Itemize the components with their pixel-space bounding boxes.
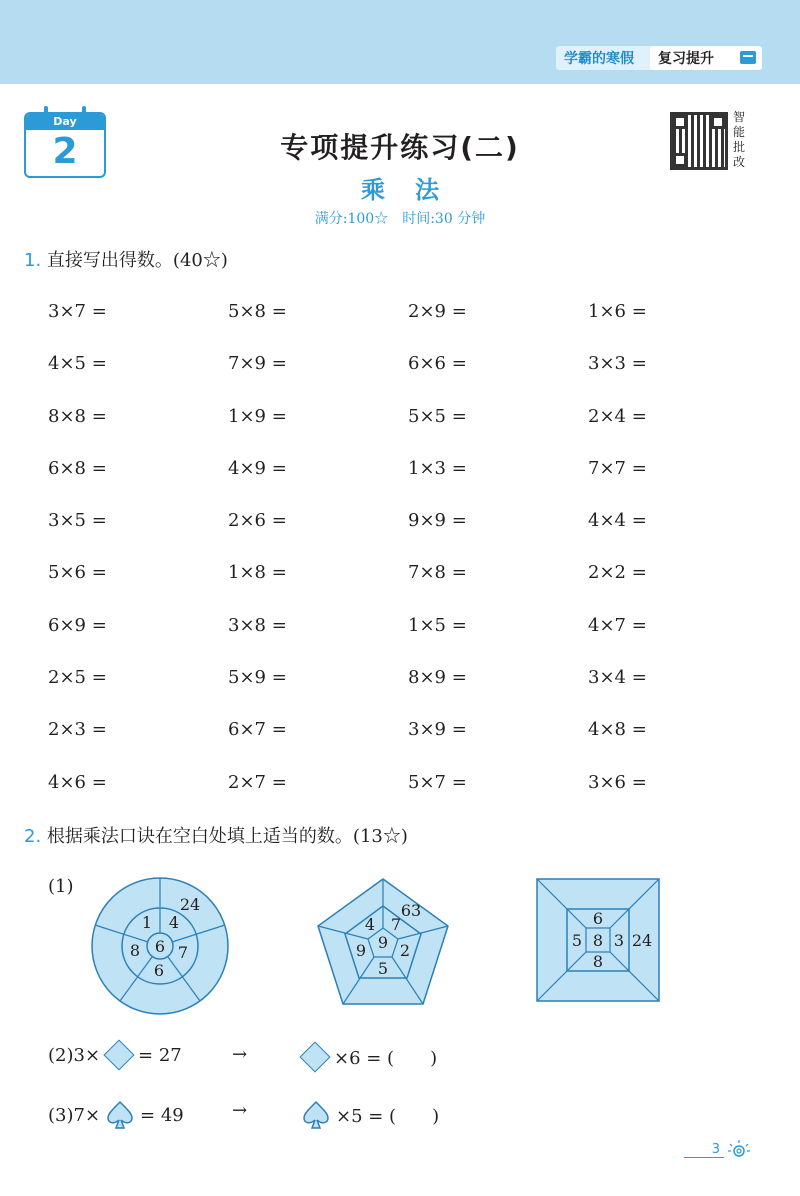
problem-item: 3×6 = — [588, 771, 647, 793]
arrow-icon: → — [232, 1100, 248, 1121]
problem-item: 2×9 = — [408, 301, 467, 322]
problem-grid — [48, 296, 768, 819]
part-3-left-text: (3)7× — [48, 1104, 101, 1126]
problem-row — [48, 348, 768, 400]
problem-item: 5×7 = — [408, 771, 467, 793]
series-tag: 学霸的寒假 — [556, 46, 660, 70]
problem-item: 6×6 = — [408, 353, 467, 375]
question-1 — [24, 246, 228, 272]
book-icon — [740, 51, 756, 64]
pentagon-inner-number: 2 — [399, 941, 411, 960]
circle-inner-number: 8 — [129, 941, 141, 960]
problem-row — [48, 662, 768, 714]
circle-wheel-figure — [90, 876, 230, 1016]
circle-center-number: 6 — [154, 937, 166, 956]
qr-code-icon[interactable] — [670, 112, 728, 170]
circle-inner-number: 7 — [177, 943, 189, 962]
problem-item: 5×6 = — [48, 562, 107, 584]
problem-item: 1×3 = — [408, 457, 467, 479]
problem-item: 4×5 = — [48, 353, 107, 375]
page-subtitle: 乘法 — [361, 175, 469, 204]
diamond-icon — [299, 1041, 330, 1072]
problem-item: 1×8 = — [228, 562, 287, 584]
problem-row — [48, 714, 768, 766]
problem-item: 6×7 = — [228, 719, 287, 741]
problem-item: 6×9 = — [48, 614, 107, 636]
qr-corner — [711, 115, 725, 129]
problem-item: 7×8 = — [408, 562, 467, 584]
pentagon-inner-number: 9 — [355, 941, 367, 960]
circle-inner-number: 4 — [168, 913, 180, 932]
question-text: 根据乘法口诀在空白处填上适当的数。(13☆) — [46, 826, 408, 847]
page-number: 3 — [684, 1142, 724, 1158]
problem-item: 2×5 = — [48, 667, 107, 689]
problem-item: 1×5 = — [408, 614, 467, 636]
problem-item: 3×5 = — [48, 510, 107, 532]
problem-item: 7×7 = — [588, 457, 647, 479]
day-number: 2 — [52, 131, 78, 172]
qr-label-char: 改 — [733, 155, 746, 169]
problem-item: 4×4 = — [588, 510, 647, 532]
part-2-right-text[interactable]: ×6 = ( ) — [334, 1048, 438, 1069]
problem-item: 2×3 = — [48, 719, 107, 741]
section-tag — [650, 46, 762, 70]
section-tag-label: 复习提升 — [658, 51, 714, 67]
problem-item: 5×5 = — [408, 405, 467, 427]
sun-swirl-icon — [726, 1138, 752, 1162]
problem-item: 2×4 = — [588, 405, 647, 427]
question-2 — [24, 822, 408, 848]
part-2-left — [48, 1044, 182, 1066]
problem-item: 3×7 = — [48, 301, 107, 322]
qr-corner — [673, 153, 687, 167]
problem-item: 9×9 = — [408, 510, 467, 532]
problem-row — [48, 505, 768, 557]
part-2-right — [296, 1044, 437, 1070]
part-2-left-result: = 27 — [138, 1044, 182, 1066]
pentagon-figure — [315, 876, 451, 1008]
circle-inner-number: 1 — [141, 913, 153, 932]
problem-row — [48, 610, 768, 662]
qr-label-char: 智 — [733, 110, 746, 124]
problem-item: 8×8 = — [48, 405, 107, 427]
spade-icon — [302, 1100, 330, 1130]
square-center-number: 8 — [592, 931, 604, 950]
part-3-right-text[interactable]: ×5 = ( ) — [336, 1106, 440, 1127]
circle-inner-number: 6 — [153, 961, 165, 980]
problem-item: 3×9 = — [408, 719, 467, 741]
problem-item: 2×2 = — [588, 562, 647, 584]
circle-outer-number: 24 — [179, 895, 201, 914]
problem-item: 2×7 = — [228, 771, 287, 793]
problem-item: 5×9 = — [228, 667, 287, 689]
problem-item: 4×8 = — [588, 719, 647, 741]
pentagon-inner-number: 5 — [377, 959, 389, 978]
problem-item: 3×3 = — [588, 353, 647, 375]
problem-item: 2×6 = — [228, 510, 287, 532]
score-time-line: 满分:100☆ 时间:30 分钟 — [314, 211, 486, 227]
page-title: 专项提升练习(二) — [280, 131, 520, 164]
problem-item: 3×4 = — [588, 667, 647, 689]
problem-item: 7×9 = — [228, 353, 287, 375]
problem-row — [48, 767, 768, 819]
part-3-left — [48, 1100, 184, 1130]
spade-icon — [106, 1100, 134, 1130]
part-3-right — [296, 1100, 439, 1130]
square-outer-number: 24 — [631, 931, 653, 950]
problem-row — [48, 557, 768, 609]
square-left-number: 5 — [571, 931, 583, 950]
qr-label — [733, 110, 747, 170]
qr-label-char: 能 — [733, 125, 746, 139]
problem-item: 8×9 = — [408, 667, 467, 689]
part-3-left-result: = 49 — [140, 1104, 184, 1126]
problem-item: 5×8 = — [228, 301, 287, 322]
header-band — [0, 0, 800, 84]
pentagon-outer-number: 63 — [400, 901, 422, 920]
problem-item: 1×9 = — [228, 405, 287, 427]
square-top-number: 6 — [592, 909, 604, 928]
pentagon-inner-number: 7 — [390, 915, 402, 934]
calendar-ring-icon — [44, 106, 48, 116]
problem-item: 4×9 = — [228, 457, 287, 479]
problem-item: 4×6 = — [48, 771, 107, 793]
part-2-left-text: (2)3× — [48, 1044, 101, 1066]
qr-corner — [673, 115, 687, 129]
square-right-number: 3 — [613, 931, 625, 950]
square-bottom-number: 8 — [592, 952, 604, 971]
qr-label-char: 批 — [733, 140, 746, 154]
problem-row — [48, 401, 768, 453]
pentagon-inner-number: 4 — [364, 915, 376, 934]
calendar-ring-icon — [82, 106, 86, 116]
part-1-label: (1) — [48, 876, 74, 897]
arrow-icon: → — [232, 1044, 248, 1065]
problem-row — [48, 453, 768, 505]
question-number: 2. — [24, 826, 42, 847]
question-text: 直接写出得数。(40☆) — [46, 250, 228, 271]
problem-item: 3×8 = — [228, 614, 287, 636]
square-figure — [536, 878, 660, 1002]
diamond-icon — [103, 1039, 134, 1070]
problem-item: 4×7 = — [588, 614, 647, 636]
day-label: Day — [26, 114, 104, 130]
pentagon-center-number: 9 — [377, 933, 389, 952]
problem-item: 1×6 = — [588, 301, 647, 322]
question-number: 1. — [24, 250, 42, 271]
problem-item: 6×8 = — [48, 457, 107, 479]
problem-row — [48, 296, 768, 348]
